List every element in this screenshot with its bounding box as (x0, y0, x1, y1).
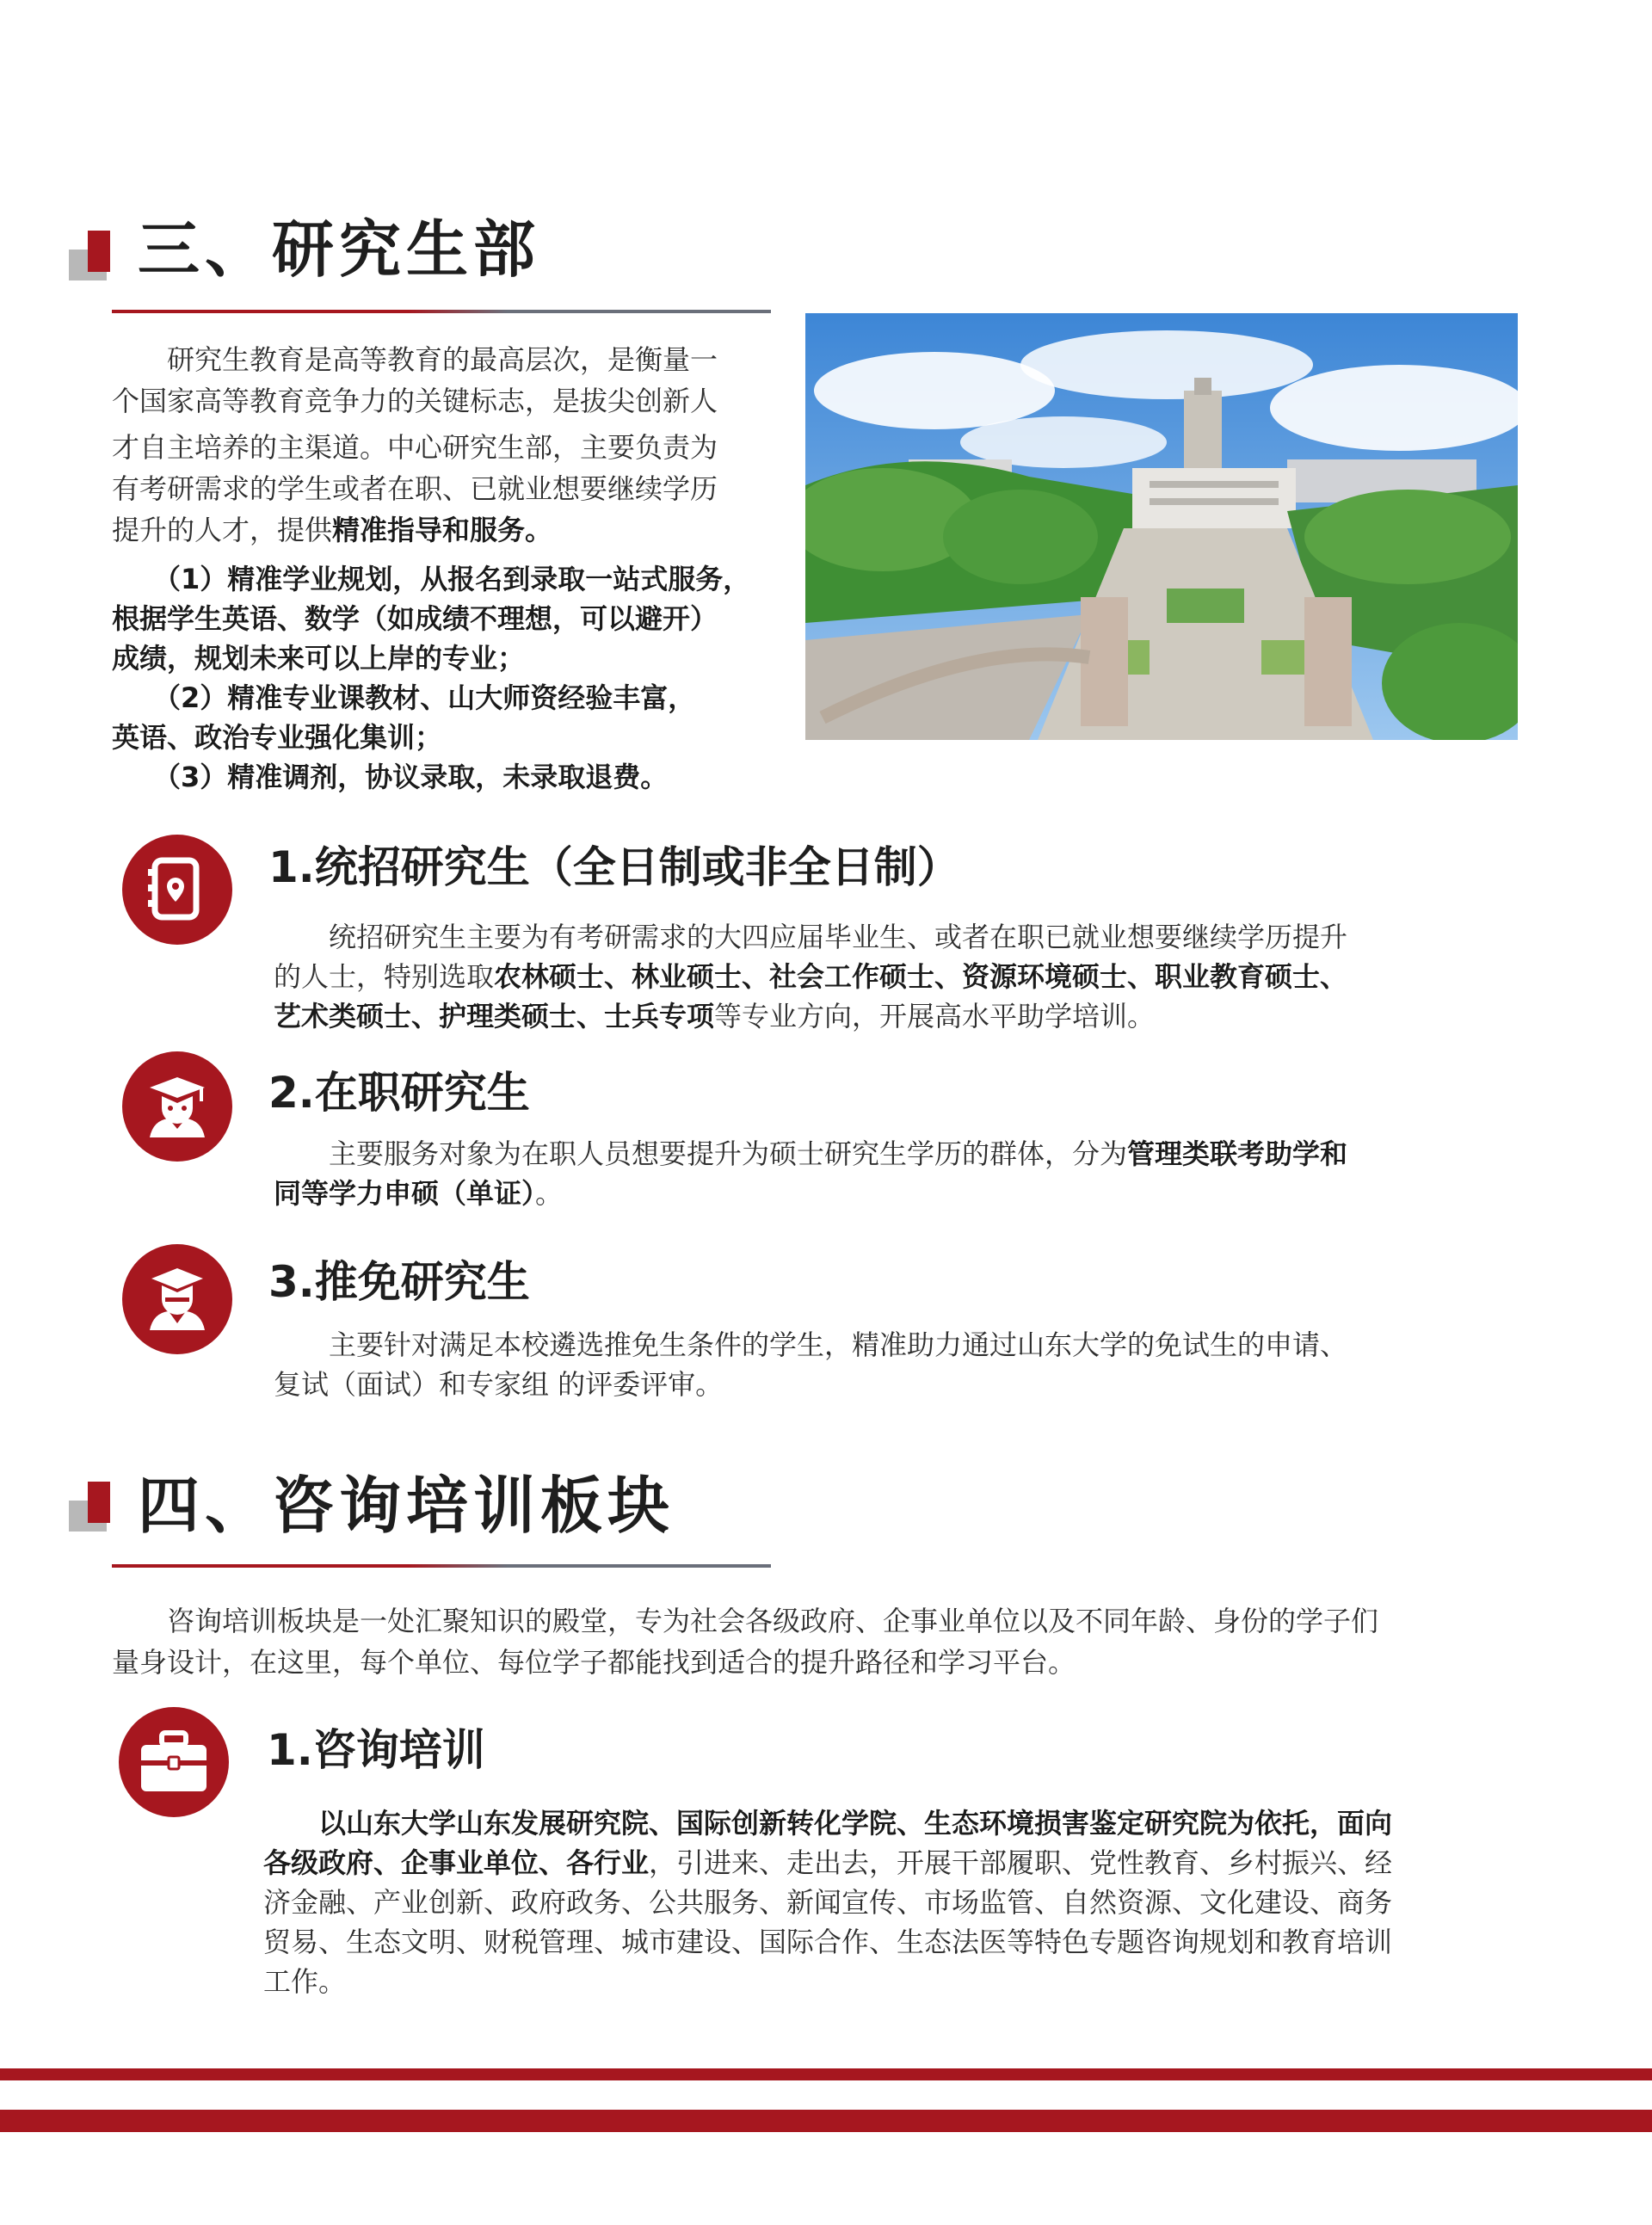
section-title: 三、研究生部 (138, 213, 541, 286)
item-text: 主要服务对象为在职人员想要提升为硕士研究生学历的群体，分为管理类联考助学和 同等学力申硕（单证）。 (274, 1137, 1348, 1210)
item-text: 主要针对满足本校遴选推免生条件的学生，精准助力通过山东大学的免试生的申请、 复试（面试）和专家组 的评委评审。 (274, 1328, 1348, 1401)
campus-photo (805, 313, 1518, 740)
briefcase-icon (119, 1707, 229, 1817)
section-marker (69, 231, 110, 282)
item-title: 1.统招研究生（全日制或非全日制） (268, 842, 960, 892)
section-divider (112, 1564, 771, 1568)
graduate-icon (122, 1051, 232, 1162)
footer-stripe (0, 2068, 1652, 2080)
section-intro: 咨询培训板块是一处汇聚知识的殿堂，专为社会各级政府、企事业单位以及不同年龄、身份的学子们 量身设计，在这里，每个单位、每位学子都能找到适合的提升路径和学习平台。 (112, 1605, 1379, 1679)
section-title: 四、咨询培训板块 (138, 1470, 675, 1542)
section-intro: 研究生教育是高等教育的最高层次，是衡量一 个国家高等教育竞争力的关键标志，是拔尖创新人 才自主培养的主渠道。中心研究生部，主要负责为 有考研需求的学生或者在职、已就业想要继续学历 提升的人才，提供精准指导和服务。 (112, 343, 718, 546)
item-title: 3.推免研究生 (268, 1257, 530, 1307)
location-icon (122, 835, 232, 945)
student-icon (122, 1244, 232, 1354)
item-title: 2.在职研究生 (268, 1068, 530, 1118)
service-points: （1）精准学业规划，从报名到录取一站式服务， 根据学生英语、数学（如成绩不理想，可以避开） 成绩，规划未来可以上岸的专业； （2）精准专业课教材、山大师资经验丰富， 英语、政治专业强化集训； （3）精准调剂，协议录取，未录取退费。 (112, 563, 751, 793)
item-text: 以山东大学山东发展研究院、国际创新转化学院、生态环境损害鉴定研究院为依托，面向 各级政府、企事业单位、各行业，引进来、走出去，开展干部履职、党性教育、乡村振兴、经 济金融、产业创新、政府政务、公共服务、新闻宣传、市场监管、自然资源、文化建设、商务 贸易、生态文明、财税管理、城市建设、国际合作、生态法医等特色专题咨询规划和教育培训 工作。 (263, 1807, 1393, 1998)
item-title: 1.咨询培训 (267, 1725, 485, 1775)
section-divider (112, 310, 771, 313)
item-text: 统招研究生主要为有考研需求的大四应届毕业生、或者在职已就业想要继续学历提升 的人士，特别选取农林硕士、林业硕士、社会工作硕士、资源环境硕士、职业教育硕士、 艺术类硕士、护理类硕士、士兵专项等专业方向，开展高水平助学培训。 (274, 921, 1348, 1032)
section-marker (69, 1482, 110, 1533)
footer-stripe (0, 2110, 1652, 2132)
